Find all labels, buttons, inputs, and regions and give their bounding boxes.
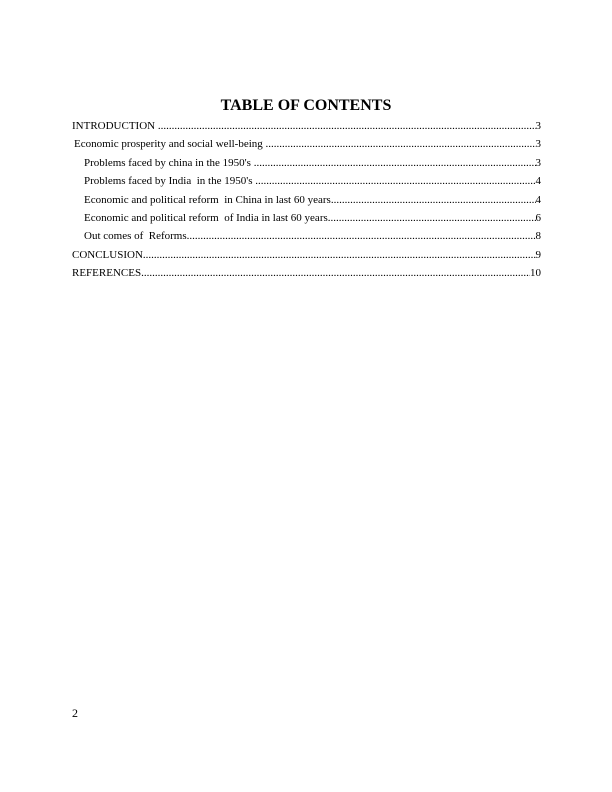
- footer-page-number: 2: [72, 706, 78, 720]
- dot-leader: [187, 227, 536, 245]
- toc-entry-label: REFERENCES: [72, 267, 142, 280]
- toc-entry-page: 3: [535, 138, 541, 151]
- toc-entry-conclusion[interactable]: [72, 246, 541, 264]
- toc-entry-reform-india[interactable]: [72, 209, 541, 227]
- toc-entry-references[interactable]: [72, 264, 541, 282]
- dot-leader: [266, 135, 536, 153]
- toc-entry-economic-prosperity[interactable]: [72, 135, 541, 153]
- toc-entry-label: Out comes of Reforms: [84, 230, 187, 243]
- toc-entry-page: 4: [535, 175, 541, 188]
- toc-entry-page: 4: [535, 193, 541, 206]
- dot-leader: [254, 154, 536, 172]
- table-of-contents: [72, 117, 541, 283]
- toc-entry-page: 8: [535, 230, 541, 243]
- toc-entry-introduction[interactable]: [72, 117, 541, 135]
- dot-leader: [328, 209, 536, 227]
- toc-entry-outcomes[interactable]: [72, 227, 541, 245]
- toc-entry-label: Problems faced by India in the 1950's: [84, 175, 256, 188]
- dot-leader: [141, 264, 530, 282]
- toc-entry-problems-china[interactable]: [72, 154, 541, 172]
- toc-entry-label: INTRODUCTION: [72, 120, 158, 132]
- toc-entry-problems-india[interactable]: [72, 172, 541, 190]
- dot-leader: [255, 172, 535, 190]
- toc-entry-page: 9: [535, 248, 541, 261]
- toc-entry-reform-china[interactable]: [72, 191, 541, 209]
- toc-entry-page: 6: [535, 211, 541, 224]
- toc-entry-page: 10: [530, 267, 541, 280]
- toc-heading: TABLE OF CONTENTS: [220, 97, 392, 114]
- toc-entry-label: Economic and political reform in China in last 60 years: [84, 193, 331, 206]
- toc-entry-label: CONCLUSION: [72, 248, 143, 261]
- toc-entry-label: Economic and political reform of India in last 60 years: [84, 211, 328, 224]
- toc-entry-label: Economic prosperity and social well-being: [74, 138, 266, 151]
- dot-leader: [331, 191, 536, 209]
- dot-leader: [143, 246, 536, 264]
- toc-entry-page: 3: [535, 156, 541, 169]
- toc-entry-label: Problems faced by china in the 1950's: [84, 156, 254, 169]
- toc-entry-page: 3: [535, 120, 541, 132]
- dot-leader: [158, 117, 536, 135]
